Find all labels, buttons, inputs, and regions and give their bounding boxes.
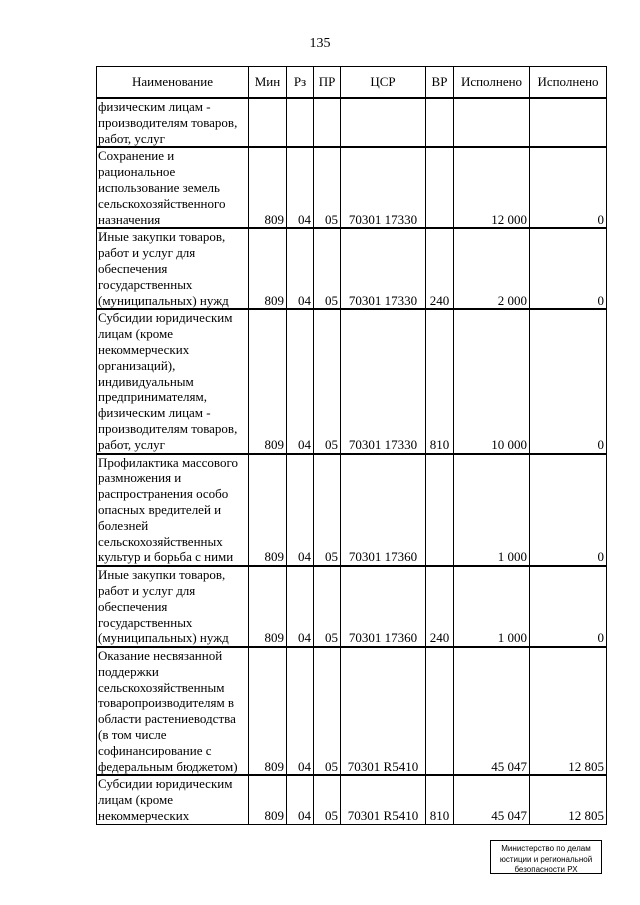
cell-done-1: 45 047 xyxy=(454,775,530,824)
table-row xyxy=(97,647,607,775)
cell-done-1 xyxy=(454,98,530,147)
cell-rz: 04 xyxy=(287,647,314,775)
cell-done-1: 2 000 xyxy=(454,228,530,309)
table-row xyxy=(97,309,607,453)
cell-csr: 70301 17360 xyxy=(341,454,426,567)
budget-table xyxy=(96,66,607,825)
cell-done-2: 12 805 xyxy=(530,647,607,775)
header-pr: ПР xyxy=(314,67,341,99)
cell-vr: 240 xyxy=(426,566,454,647)
cell-min: 809 xyxy=(249,566,287,647)
header-min: Мин xyxy=(249,67,287,99)
cell-min: 809 xyxy=(249,775,287,824)
header-rz: Рз xyxy=(287,67,314,99)
header-name: Наименование xyxy=(97,67,249,99)
cell-rz xyxy=(287,98,314,147)
header-done-2: Исполнено xyxy=(530,67,607,99)
cell-min: 809 xyxy=(249,228,287,309)
cell-vr xyxy=(426,454,454,567)
stamp-line-3: безопасности РХ xyxy=(514,865,578,874)
cell-vr xyxy=(426,98,454,147)
table-header-row xyxy=(97,67,607,99)
cell-csr: 70301 17360 xyxy=(341,566,426,647)
cell-done-2: 0 xyxy=(530,228,607,309)
cell-pr: 05 xyxy=(314,775,341,824)
table-row xyxy=(97,98,607,147)
header-done-1: Исполнено xyxy=(454,67,530,99)
cell-name: Сохранение и рациональное использование земель сельскохозяйственного назначения xyxy=(97,147,249,228)
cell-done-2: 12 805 xyxy=(530,775,607,824)
cell-name: Оказание несвязанной поддержки сельскохозяйственным товаропроизводителям в области растениеводства (в том числе софинансирование с федеральным бюджетом) xyxy=(97,647,249,775)
cell-name: Субсидии юридическим лицам (кроме некоммерческих организаций), индивидуальным предпринимателям, физическим лицам - производителям товаров, работ, услуг xyxy=(97,309,249,453)
cell-done-2: 0 xyxy=(530,147,607,228)
cell-min xyxy=(249,98,287,147)
cell-done-2: 0 xyxy=(530,454,607,567)
cell-rz: 04 xyxy=(287,228,314,309)
cell-pr xyxy=(314,98,341,147)
table-row xyxy=(97,566,607,647)
table-row xyxy=(97,775,607,824)
cell-done-1: 10 000 xyxy=(454,309,530,453)
cell-min: 809 xyxy=(249,147,287,228)
cell-pr: 05 xyxy=(314,647,341,775)
cell-rz: 04 xyxy=(287,147,314,228)
cell-csr: 70301 R5410 xyxy=(341,775,426,824)
stamp-line-2: юстиции и региональной xyxy=(499,854,593,864)
cell-done-2 xyxy=(530,98,607,147)
stamp-line-1: Министерство по делам xyxy=(501,844,591,853)
header-vr: ВР xyxy=(426,67,454,99)
cell-pr: 05 xyxy=(314,454,341,567)
cell-csr: 70301 17330 xyxy=(341,147,426,228)
cell-done-1: 1 000 xyxy=(454,454,530,567)
cell-csr: 70301 17330 xyxy=(341,309,426,453)
cell-rz: 04 xyxy=(287,775,314,824)
cell-done-1: 12 000 xyxy=(454,147,530,228)
cell-name: физическим лицам - производителям товаров, работ, услуг xyxy=(97,98,249,147)
cell-min: 809 xyxy=(249,647,287,775)
cell-name: Иные закупки товаров, работ и услуг для обеспечения государственных (муниципальных) нужд xyxy=(97,228,249,309)
cell-vr xyxy=(426,647,454,775)
ministry-stamp xyxy=(490,840,602,874)
cell-pr: 05 xyxy=(314,228,341,309)
cell-pr: 05 xyxy=(314,566,341,647)
page-number: 135 xyxy=(309,36,331,51)
table-row xyxy=(97,454,607,567)
cell-csr: 70301 17330 xyxy=(341,228,426,309)
cell-done-1: 45 047 xyxy=(454,647,530,775)
cell-csr xyxy=(341,98,426,147)
cell-vr: 810 xyxy=(426,309,454,453)
cell-rz: 04 xyxy=(287,454,314,567)
cell-done-2: 0 xyxy=(530,566,607,647)
cell-csr: 70301 R5410 xyxy=(341,647,426,775)
cell-done-1: 1 000 xyxy=(454,566,530,647)
cell-min: 809 xyxy=(249,309,287,453)
table-row xyxy=(97,228,607,309)
cell-pr: 05 xyxy=(314,147,341,228)
cell-min: 809 xyxy=(249,454,287,567)
cell-rz: 04 xyxy=(287,309,314,453)
cell-vr: 240 xyxy=(426,228,454,309)
table-row xyxy=(97,147,607,228)
cell-rz: 04 xyxy=(287,566,314,647)
cell-vr: 810 xyxy=(426,775,454,824)
cell-done-2: 0 xyxy=(530,309,607,453)
header-csr: ЦСР xyxy=(341,67,426,99)
cell-name: Субсидии юридическим лицам (кроме некоммерческих xyxy=(97,775,249,824)
cell-name: Иные закупки товаров, работ и услуг для обеспечения государственных (муниципальных) нужд xyxy=(97,566,249,647)
cell-name: Профилактика массового размножения и распространения особо опасных вредителей и болезней сельскохозяйственных культур и борьба с ними xyxy=(97,454,249,567)
cell-pr: 05 xyxy=(314,309,341,453)
cell-vr xyxy=(426,147,454,228)
